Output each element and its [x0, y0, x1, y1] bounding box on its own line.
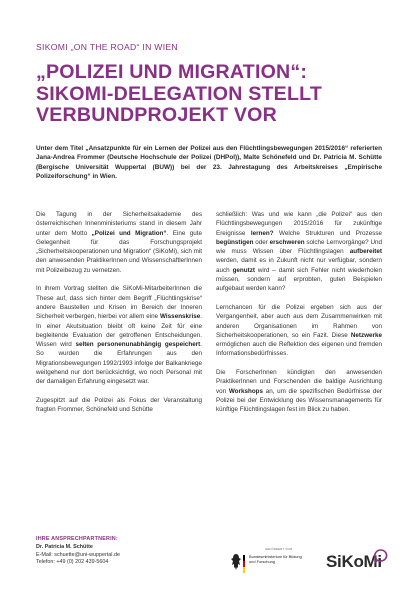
- contact-box: [36, 536, 120, 567]
- federal-eagle-icon: [231, 553, 241, 573]
- logo-wordmark: SiKoMi: [326, 552, 382, 571]
- emphasis-text: Workshops: [228, 387, 264, 395]
- emphasis-text: Wissenskrise: [160, 313, 201, 321]
- article-title: „POLIZEI UND MIGRATION“: SIKOMI-DELEGATION STELLT VERBUNDPROJEKT VOR: [36, 61, 322, 127]
- emphasis-text: begünstigen: [216, 238, 254, 246]
- emphasis-text: lernen?: [250, 229, 274, 237]
- article-column-right: [216, 210, 382, 424]
- section-kicker: SIKOMI „ON THE ROAD“ IN WIEN: [36, 42, 178, 52]
- paragraph: [216, 210, 382, 294]
- body-text: Zugespitzt auf die Polizei als Fokus der Veranstaltung fragten Frommer, Schönefeld und Schütte: [36, 396, 202, 414]
- body-text: Welche Strukturen und Prozesse: [273, 229, 383, 237]
- body-text: schließlich: Was und wie kann „die Polizei“ aus den Flüchtlingsbewegungen 2015/2016 für zukünftige Ereignisse: [216, 211, 382, 237]
- sikomi-logo: [326, 549, 388, 575]
- body-text: ermöglichen auch die Reflektion des eigenen und fremden Informationsbedürfnisses.: [216, 341, 382, 358]
- body-text: Die ForscherInnen kündigten den anwesenden PraktikerInnen und Forschenden die baldige Ausrichtung von: [216, 369, 382, 395]
- body-text: Lernchancen für die Polizei ergeben sich aus der Vergangenheit, aber auch aus dem Zusammenwirken mit anderen Organisationen im Rahmen von Sicherheitskooperationen, so ein Fazit. Diese: [216, 303, 382, 339]
- funding-logo: [227, 547, 317, 577]
- body-text: . So wurden die Erfahrungen aus den Migrationsbewegungen 1992/1993 infolge der Balkankriege weitgehend nur dort berücksichtigt, wo noch Personal mit der damaligen Erfahrung eingesetzt war.: [36, 341, 202, 386]
- paragraph: [36, 396, 202, 415]
- paragraph: [36, 284, 202, 386]
- ministry-name: Bundesministerium für Bildung und Forschung: [249, 554, 302, 564]
- contact-phone: Telefon: +49 (0) 202 439-5604: [36, 559, 109, 566]
- body-text: oder: [253, 238, 270, 246]
- emphasis-text: „Polizei und Migration“: [91, 229, 167, 237]
- contact-email[interactable]: E-Mail: schuette@uni-wuppertal.de: [36, 551, 120, 558]
- body-text: solche Lernvorgänge? Und wie muss Wissen über Flüchtlingslagen: [216, 238, 382, 256]
- paragraph: [216, 303, 382, 359]
- contact-name: Dr. Patricia M. Schütte: [36, 544, 93, 551]
- body-text: . In einer Akutsituation bleibt oft keine Zeit für eine begleitende Evaluation der getroffenen Entscheidungen. Wissen wird: [36, 313, 202, 349]
- paragraph: [216, 368, 382, 414]
- body-text: werden, damit es in Zukunft nicht nur verfügbar, sondern auch: [216, 257, 382, 274]
- body-text: Die Tagung in der Sicherheitsakademie des österreichischen Innenministeriums stand in diesem Jahr unter dem Motto: [36, 211, 202, 237]
- speech-bubble-icon: [374, 549, 388, 563]
- emphasis-text: Netzwerke: [350, 331, 382, 339]
- body-text: . Eine gute Gelegenheit für das Forschungsprojekt „Sicherheitskooperationen und Migration“ (SiKoMi), sich mit den anwesenden PraktikerInnen und WissenschaftlerInnen mit Polizeibezug zu vernetzen.: [36, 229, 202, 274]
- article-column-left: [36, 210, 202, 424]
- paragraph: [36, 210, 202, 275]
- emphasis-text: erschweren: [269, 238, 305, 246]
- funding-label: GEFÖRDERT VOM: [265, 547, 293, 551]
- body-text: In ihrem Vortrag stellten die SiKoMi-MitarbeiterInnen die These auf, dass sich hinter dem Begriff „Flüchtlingskrise“ andere Baustellen und Krisen im Bereich der Inneren Sicherheit verbergen, hierbei vor allem eine: [36, 285, 202, 321]
- body-text: wird – damit sich Fehler nicht wiederholen müssen, sondern auf erprobten, guten Beispielen aufgebaut werden kann?: [216, 266, 383, 293]
- emphasis-text: aufbereitet: [349, 248, 382, 256]
- flag-stripe-icon: [243, 555, 245, 573]
- body-text: an, um die spezifischen Bedürfnisse der Polizei bei der Entwicklung des Wissensmanagements für künftige Flüchtlingslagen fest im Blick zu haben.: [216, 387, 383, 414]
- emphasis-text: genutzt: [232, 266, 255, 274]
- article-lead: Unter dem Titel „Ansatzpunkte für ein Lernen der Polizei aus den Flüchtlingsbewegungen 2015/2016“ referierten Jana-Andrea Frommer (Deutsche Hochschule der Polizei (DHPol)), Malte Schönefeld und Dr. Patricia M. Schütte (Bergische Universität Wuppertal (BUW)) bei der 23. Jahrestagung des Arbeitskreises „Empirische Polizeiforschung“ in Wien.: [36, 145, 382, 181]
- emphasis-text: selten personenunabhängig gespeichert: [75, 341, 201, 349]
- contact-heading: IHRE ANSPRECHPARTNERIN:: [36, 536, 118, 542]
